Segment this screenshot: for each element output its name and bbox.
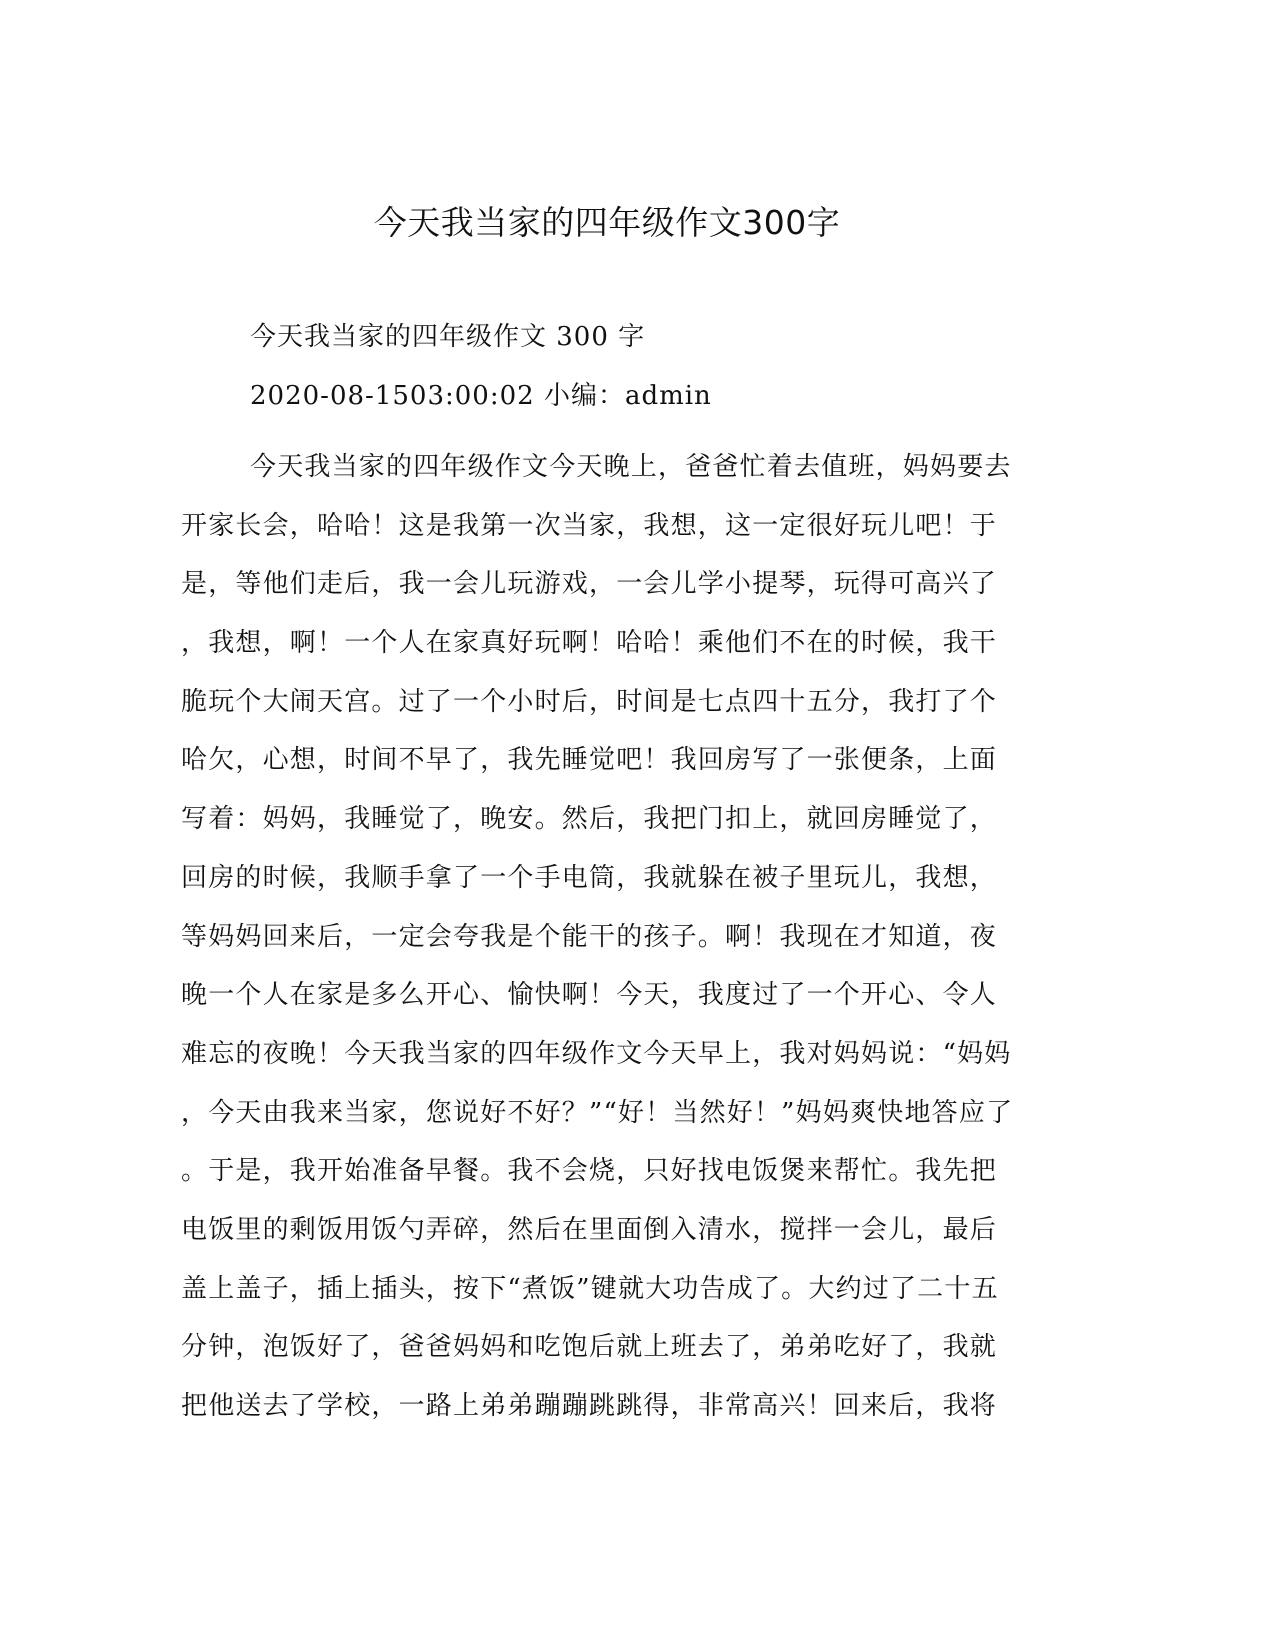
body-line: 开家长会，哈哈！这是我第一次当家，我想，这一定很好玩儿吧！于 <box>181 510 998 541</box>
document-body <box>181 438 1031 1436</box>
body-line: 。于是，我开始准备早餐。我不会烧，只好找电饭煲来帮忙。我先把 <box>181 1156 998 1187</box>
body-line: ，今天由我来当家，您说好不好？”“好！当然好！”妈妈爽快地答应了 <box>181 1097 1014 1128</box>
body-line: 脆玩个大闹天宫。过了一个小时后，时间是七点四十五分，我打了个 <box>181 686 998 717</box>
body-line: 分钟，泡饭好了，爸爸妈妈和吃饱后就上班去了，弟弟吃好了，我就 <box>181 1332 998 1363</box>
document-date-author: 2020-08-1503:00:02 小编：admin <box>250 381 712 411</box>
body-line: 哈欠，心想，时间不早了，我先睡觉吧！我回房写了一张便条，上面 <box>181 745 998 776</box>
body-line: 电饭里的剩饭用饭勺弄碎，然后在里面倒入清水，搅拌一会儿，最后 <box>181 1214 998 1245</box>
document-subtitle: 今天我当家的四年级作文 300 字 <box>250 322 646 352</box>
body-line: 等妈妈回来后，一定会夸我是个能干的孩子。啊！我现在才知道，夜 <box>181 921 998 952</box>
body-line: ，我想，啊！一个人在家真好玩啊！哈哈！乘他们不在的时候，我干 <box>181 628 998 659</box>
body-line: 回房的时候，我顺手拿了一个手电筒，我就躲在被子里玩儿，我想， <box>181 862 998 893</box>
body-line: 是，等他们走后，我一会儿玩游戏，一会儿学小提琴，玩得可高兴了 <box>181 569 998 600</box>
document-title: 今天我当家的四年级作文300字 <box>373 203 841 242</box>
body-line: 晚一个人在家是多么开心、愉快啊！今天，我度过了一个开心、令人 <box>181 980 998 1011</box>
body-line: 盖上盖子，插上插头，按下“煮饭”键就大功告成了。大约过了二十五 <box>181 1273 999 1304</box>
body-line: 今天我当家的四年级作文今天晚上，爸爸忙着去值班，妈妈要去 <box>250 452 1012 482</box>
body-line: 写着：妈妈，我睡觉了，晚安。然后，我把门扣上，就回房睡觉了， <box>181 804 998 835</box>
body-line: 把他送去了学校，一路上弟弟蹦蹦跳跳得，非常高兴！回来后，我将 <box>181 1391 998 1421</box>
body-line: 难忘的夜晚！今天我当家的四年级作文今天早上，我对妈妈说：“妈妈 <box>181 1038 1012 1069</box>
